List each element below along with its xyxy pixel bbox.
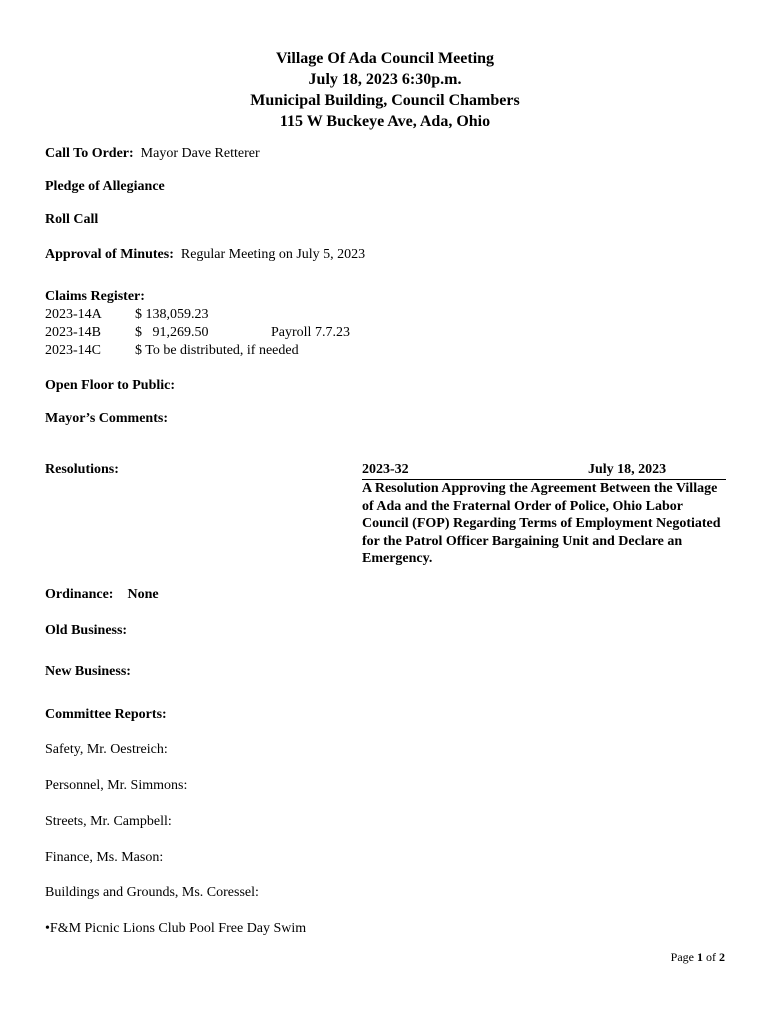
bullet-item: •F&M Picnic Lions Club Pool Free Day Swim (45, 921, 307, 936)
old-business-heading: Old Business: (45, 623, 128, 638)
claims-amount: $ To be distributed, if needed (135, 343, 299, 358)
claims-amount: $ 138,059.23 (135, 307, 209, 322)
of-word: of (706, 950, 716, 964)
resolution-block (362, 461, 732, 568)
call-to-order (45, 145, 260, 163)
claims-amount: $ 91,269.50 (135, 325, 209, 340)
meeting-address: 115 W Buckeye Ave, Ada, Ohio (279, 113, 491, 130)
claims-note: Payroll 7.7.23 (271, 325, 350, 340)
ordinance-label: Ordinance: (45, 587, 114, 602)
page-total: 2 (719, 950, 725, 964)
claims-register-heading: Claims Register: (45, 289, 145, 304)
claims-id: 2023-14A (45, 307, 102, 322)
approval-of-minutes (45, 246, 365, 264)
ordinance-value: None (127, 587, 159, 602)
page-word: Page (670, 950, 694, 964)
committee-item: Safety, Mr. Oestreich: (45, 742, 168, 757)
meeting-title: Village Of Ada Council Meeting (275, 50, 495, 67)
approval-label: Approval of Minutes: (45, 247, 174, 262)
claims-id: 2023-14B (45, 325, 101, 340)
approval-value: Regular Meeting on July 5, 2023 (180, 247, 366, 262)
resolution-header-line (362, 461, 726, 480)
new-business-heading: New Business: (45, 664, 131, 679)
ordinance (45, 586, 159, 604)
committee-item: Personnel, Mr. Simmons: (45, 778, 188, 793)
page-number (671, 948, 725, 966)
pledge-heading: Pledge of Allegiance (45, 179, 165, 194)
open-floor-heading: Open Floor to Public: (45, 378, 176, 393)
roll-call-heading: Roll Call (45, 212, 99, 227)
resolution-title: A Resolution Approving the Agreement Between the Village of Ada and the Fraternal Order of Police, Ohio Labor Council (FOP) Regarding Terms of Employment Negotiated for the Patrol Officer Bargaining Unit and Declare an Emergency. (362, 481, 721, 566)
document-header (0, 48, 770, 132)
resolution-date: July 18, 2023 (588, 462, 667, 477)
committee-item: Finance, Ms. Mason: (45, 850, 164, 865)
meeting-date: July 18, 2023 6:30p.m. (308, 71, 462, 88)
committee-item: Buildings and Grounds, Ms. Coressel: (45, 885, 259, 900)
committee-item: Streets, Mr. Campbell: (45, 814, 172, 829)
call-to-order-label: Call To Order: (45, 146, 134, 161)
mayors-comments-heading: Mayor’s Comments: (45, 411, 168, 426)
meeting-venue: Municipal Building, Council Chambers (250, 92, 520, 109)
claims-register-table (45, 306, 375, 360)
claims-id: 2023-14C (45, 343, 101, 358)
page-current: 1 (697, 950, 703, 964)
committee-reports-heading: Committee Reports: (45, 707, 167, 722)
resolution-number: 2023-32 (362, 462, 409, 477)
call-to-order-value: Mayor Dave Retterer (140, 146, 260, 161)
resolutions-heading: Resolutions: (45, 462, 119, 477)
